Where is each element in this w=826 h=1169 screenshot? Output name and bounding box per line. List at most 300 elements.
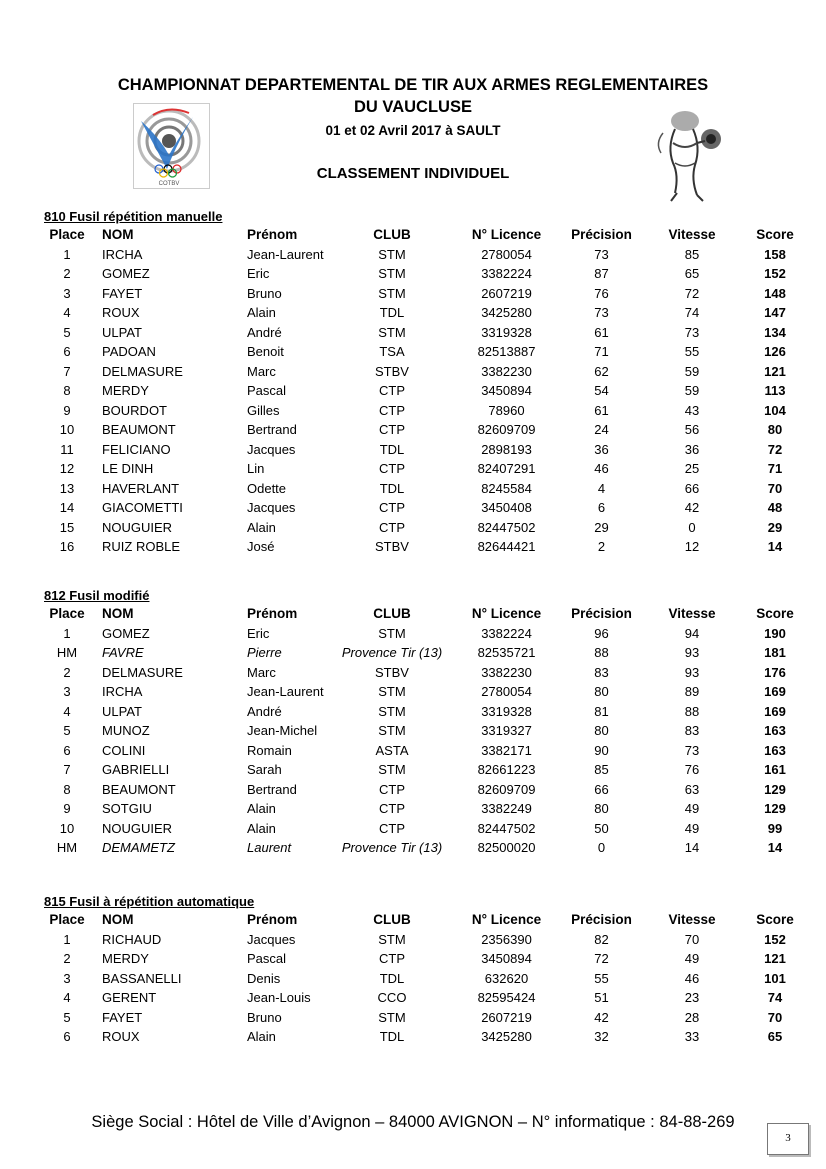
- cell-precision: 81: [594, 703, 609, 719]
- cell-precision: 80: [594, 723, 609, 738]
- header-licence: N° Licence: [471, 606, 542, 621]
- header-nom: NOM: [102, 912, 134, 927]
- cell-place: 4: [63, 703, 71, 719]
- cell-precision: 55: [594, 970, 609, 986]
- cell-club: STM: [378, 723, 406, 738]
- cell-licence: 82609709: [477, 422, 536, 437]
- cell-prenom: André: [247, 324, 282, 340]
- table-row: [44, 381, 804, 401]
- cell-licence: 8245584: [481, 480, 532, 496]
- cell-club: STM: [378, 266, 406, 281]
- table-row: [44, 401, 804, 421]
- cell-club: CTP: [379, 781, 405, 797]
- cell-licence: 3450894: [481, 951, 532, 966]
- cell-nom: DELMASURE: [102, 363, 183, 379]
- cell-score: 158: [764, 246, 786, 262]
- cell-prenom: Bertrand: [247, 422, 297, 437]
- cell-prenom: Pascal: [247, 951, 287, 966]
- cell-place: 11: [60, 441, 74, 457]
- cell-place: 2: [63, 266, 71, 281]
- cell-nom: GOMEZ: [102, 625, 150, 641]
- cell-place: 1: [63, 246, 71, 262]
- cell-nom: DELMASURE: [102, 664, 183, 680]
- cell-club: ASTA: [375, 742, 409, 758]
- cell-place: HM: [56, 840, 78, 855]
- cell-vitesse: 85: [684, 246, 700, 262]
- cell-licence: 3382171: [481, 742, 532, 758]
- table-row: [44, 284, 804, 304]
- cell-prenom: Marc: [247, 363, 276, 379]
- cell-prenom: Jacques: [247, 441, 296, 457]
- cell-licence: 632620: [484, 970, 529, 986]
- cell-precision: 71: [594, 344, 609, 359]
- cell-place: 3: [63, 970, 71, 986]
- cell-score: 190: [764, 625, 786, 641]
- cell-precision: 88: [594, 645, 609, 660]
- cell-place: 6: [63, 1029, 71, 1044]
- cell-score: 14: [767, 840, 783, 855]
- cell-precision: 83: [594, 664, 609, 680]
- header-club: CLUB: [373, 912, 411, 927]
- cell-score: 129: [764, 801, 786, 816]
- cell-licence: 2780054: [481, 684, 532, 699]
- cell-licence: 82500020: [477, 840, 536, 855]
- cell-precision: 96: [594, 625, 609, 641]
- cell-precision: 61: [594, 324, 609, 340]
- cell-score: 121: [764, 363, 786, 379]
- header-place: Place: [49, 606, 85, 621]
- header-prenom: Prénom: [247, 912, 298, 927]
- cell-club: CTP: [379, 500, 405, 515]
- table-row: [44, 342, 804, 362]
- table-row: [44, 362, 804, 382]
- cell-prenom: Laurent: [247, 840, 292, 855]
- cell-club: STBV: [375, 664, 409, 680]
- cell-prenom: José: [247, 539, 275, 554]
- header-score: Score: [756, 912, 794, 927]
- table-row: [44, 479, 804, 499]
- cell-place: 6: [63, 742, 71, 758]
- table-row: [44, 624, 804, 644]
- table-row: [44, 663, 804, 683]
- footer-address: Siège Social : Hôtel de Ville d’Avignon – 84000 AVIGNON – N° informatique : 84-88-269: [91, 1113, 735, 1131]
- table-header: [44, 604, 804, 624]
- cell-score: 152: [764, 931, 786, 947]
- cell-score: 70: [767, 480, 783, 496]
- cell-licence: 2780054: [481, 246, 532, 262]
- cell-prenom: Benoit: [247, 344, 284, 359]
- cell-club: TDL: [379, 1029, 405, 1044]
- cell-prenom: Bruno: [247, 285, 282, 301]
- cell-nom: HAVERLANT: [102, 480, 180, 496]
- cell-prenom: Pascal: [247, 383, 287, 398]
- cell-licence: 82513887: [477, 344, 536, 359]
- table-row: [44, 264, 804, 284]
- cell-club: CTP: [379, 820, 405, 836]
- cell-prenom: Romain: [247, 742, 292, 758]
- section-title: 815 Fusil à répétition automatique: [44, 894, 255, 909]
- cell-vitesse: 25: [684, 461, 700, 476]
- cell-nom: FAVRE: [102, 645, 144, 660]
- cell-licence: 3382230: [481, 363, 532, 379]
- table-row: [44, 741, 804, 761]
- cell-score: 176: [764, 664, 786, 680]
- cell-nom: GERENT: [102, 990, 157, 1005]
- header-precision: Précision: [571, 606, 632, 621]
- cell-place: 4: [63, 305, 71, 320]
- header-score: Score: [756, 227, 794, 242]
- cell-prenom: André: [247, 703, 282, 719]
- cell-place: 7: [63, 363, 71, 379]
- cell-prenom: Sarah: [247, 762, 282, 777]
- table-row: [44, 780, 804, 800]
- cell-vitesse: 56: [684, 422, 700, 437]
- cell-prenom: Jean-Laurent: [247, 246, 324, 262]
- cell-nom: ROUX: [102, 305, 140, 320]
- cell-prenom: Alain: [247, 820, 276, 836]
- cell-nom: GOMEZ: [102, 266, 150, 281]
- cell-licence: 3382249: [481, 801, 532, 816]
- header-licence: N° Licence: [471, 227, 542, 242]
- table-row: [44, 303, 804, 323]
- cell-place: 9: [63, 801, 71, 816]
- cell-score: 129: [764, 781, 786, 797]
- cell-score: 104: [764, 402, 786, 418]
- cell-licence: 3450894: [481, 383, 532, 398]
- cell-place: 6: [63, 344, 71, 359]
- cell-vitesse: 63: [684, 781, 700, 797]
- cell-nom: IRCHA: [102, 246, 143, 262]
- cell-licence: 82535721: [477, 645, 536, 660]
- cell-licence: 2356390: [481, 931, 532, 947]
- cell-nom: PADOAN: [102, 344, 156, 359]
- cell-licence: 3450408: [481, 500, 532, 515]
- cell-licence: 82661223: [477, 762, 536, 777]
- header-nom: NOM: [102, 606, 134, 621]
- header-prenom: Prénom: [247, 227, 298, 242]
- cell-precision: 73: [594, 305, 609, 320]
- cell-club: CTP: [379, 801, 405, 816]
- cell-licence: 3425280: [481, 305, 532, 320]
- cell-score: 161: [764, 762, 786, 777]
- cell-place: 16: [59, 539, 75, 554]
- cell-place: 7: [63, 762, 71, 777]
- cell-vitesse: 66: [684, 480, 700, 496]
- cell-score: 152: [764, 266, 786, 281]
- target-logo-icon: [133, 103, 210, 189]
- cell-vitesse: 43: [684, 402, 700, 418]
- table-row: [44, 682, 804, 702]
- header-precision: Précision: [571, 227, 632, 242]
- cell-precision: 50: [594, 820, 609, 836]
- cell-prenom: Alain: [247, 1029, 276, 1044]
- cell-licence: 3382230: [481, 664, 532, 680]
- cell-precision: 85: [594, 762, 609, 777]
- cell-place: 4: [63, 990, 71, 1005]
- cell-score: 74: [767, 990, 783, 1005]
- cell-vitesse: 65: [684, 266, 700, 281]
- cell-nom: DEMAMETZ: [102, 840, 175, 855]
- cell-score: 163: [764, 723, 786, 738]
- cell-score: 48: [767, 500, 783, 515]
- cell-precision: 36: [594, 441, 609, 457]
- cell-prenom: Denis: [247, 970, 281, 986]
- cell-nom: COLINI: [102, 742, 146, 758]
- cell-precision: 62: [594, 363, 609, 379]
- cell-nom: ROUX: [102, 1029, 140, 1044]
- cell-nom: BEAUMONT: [102, 422, 176, 437]
- table-row: [44, 498, 804, 518]
- cell-nom: MERDY: [102, 951, 149, 966]
- cell-nom: SOTGIU: [102, 801, 152, 816]
- table-row: [44, 969, 804, 989]
- cell-licence: 3319328: [481, 324, 532, 340]
- cell-score: 101: [764, 970, 786, 986]
- cell-licence: 82644421: [477, 539, 536, 554]
- cell-nom: BOURDOT: [102, 402, 167, 418]
- cell-prenom: Pierre: [247, 645, 282, 660]
- header-vitesse: Vitesse: [668, 606, 716, 621]
- cell-place: 13: [59, 480, 75, 496]
- cell-prenom: Jean-Michel: [247, 723, 318, 738]
- cell-nom: BASSANELLI: [102, 970, 182, 986]
- cell-place: HM: [56, 645, 78, 660]
- table-row: [44, 420, 804, 440]
- cell-licence: 3319328: [481, 703, 532, 719]
- cell-vitesse: 36: [684, 441, 700, 457]
- cell-place: 12: [59, 461, 75, 476]
- cell-prenom: Eric: [247, 625, 270, 641]
- cell-nom: LE DINH: [102, 461, 154, 476]
- cell-club: TDL: [379, 970, 405, 986]
- cell-club: CTP: [379, 383, 405, 398]
- cell-precision: 2: [597, 539, 606, 554]
- table-row: [44, 323, 804, 343]
- cell-vitesse: 88: [684, 703, 700, 719]
- cell-prenom: Jacques: [247, 500, 296, 515]
- cell-place: 5: [63, 324, 71, 340]
- cell-nom: NOUGUIER: [102, 519, 173, 535]
- cell-precision: 87: [594, 266, 609, 281]
- cell-vitesse: 14: [684, 840, 700, 855]
- document-date: 01 et 02 Avril 2017 à SAULT: [325, 123, 501, 138]
- cell-nom: MUNOZ: [102, 723, 150, 738]
- cell-club: STM: [378, 703, 406, 719]
- cell-precision: 54: [594, 383, 609, 398]
- cell-score: 71: [767, 461, 783, 476]
- cell-score: 169: [764, 684, 786, 699]
- cell-club: TDL: [379, 480, 405, 496]
- cell-score: 70: [767, 1009, 783, 1025]
- table-row: [44, 760, 804, 780]
- cell-prenom: Marc: [247, 664, 276, 680]
- cell-prenom: Alain: [247, 519, 276, 535]
- cell-club: CTP: [379, 951, 405, 966]
- cell-club: STM: [378, 931, 406, 947]
- cell-score: 134: [764, 324, 786, 340]
- cell-place: 1: [63, 931, 71, 947]
- header-vitesse: Vitesse: [668, 227, 716, 242]
- cell-prenom: Odette: [247, 480, 287, 496]
- table-row: [44, 459, 804, 479]
- cell-vitesse: 42: [684, 500, 700, 515]
- cell-precision: 82: [594, 931, 609, 947]
- header-prenom: Prénom: [247, 606, 298, 621]
- table-row: [44, 518, 804, 538]
- cell-precision: 51: [594, 990, 609, 1005]
- cell-prenom: Jean-Louis: [247, 990, 311, 1005]
- cell-club: STM: [378, 1009, 406, 1025]
- header-vitesse: Vitesse: [668, 912, 716, 927]
- cell-prenom: Alain: [247, 305, 276, 320]
- cell-club: STM: [378, 324, 406, 340]
- cell-score: 80: [767, 422, 783, 437]
- cell-club: CCO: [377, 990, 407, 1005]
- table-row: [44, 1008, 804, 1028]
- cell-club: CTP: [379, 519, 405, 535]
- cell-score: 72: [767, 441, 783, 457]
- cell-precision: 80: [594, 684, 609, 699]
- cell-precision: 32: [594, 1029, 609, 1044]
- cell-club: STBV: [375, 363, 409, 379]
- section-812: [44, 587, 804, 858]
- cell-vitesse: 0: [688, 519, 696, 535]
- header-club: CLUB: [373, 227, 411, 242]
- cell-score: 29: [767, 519, 783, 535]
- cell-nom: ULPAT: [102, 703, 142, 719]
- table-row: [44, 245, 804, 265]
- table-row: [44, 819, 804, 839]
- cell-nom: FAYET: [102, 285, 143, 301]
- cell-licence: 82609709: [477, 781, 536, 797]
- cell-vitesse: 73: [684, 324, 700, 340]
- document-title-line2: DU VAUCLUSE: [354, 98, 472, 116]
- document-title-line1: CHAMPIONNAT DEPARTEMENTAL DE TIR AUX ARMES REGLEMENTAIRES: [117, 76, 709, 94]
- table-row: [44, 838, 804, 858]
- cell-vitesse: 94: [684, 625, 700, 641]
- section-810: [44, 208, 804, 557]
- svg-text:COTBV: COTBV: [158, 181, 180, 187]
- section-title: 812 Fusil modifié: [44, 588, 150, 603]
- cell-score: 181: [764, 645, 786, 660]
- table-row: [44, 721, 804, 741]
- section-815: [44, 893, 804, 1047]
- cell-licence: 2607219: [481, 1009, 532, 1025]
- cell-score: 126: [764, 344, 786, 359]
- cell-precision: 80: [594, 801, 609, 816]
- cell-club: STM: [378, 246, 406, 262]
- header-nom: NOM: [102, 227, 134, 242]
- cell-vitesse: 33: [684, 1029, 700, 1044]
- cell-club: CTP: [379, 422, 405, 437]
- cell-vitesse: 46: [684, 970, 700, 986]
- cell-score: 169: [764, 703, 786, 719]
- table-row: [44, 949, 804, 969]
- cell-vitesse: 59: [684, 363, 700, 379]
- header-score: Score: [756, 606, 794, 621]
- cell-precision: 46: [594, 461, 609, 476]
- cell-nom: FAYET: [102, 1009, 143, 1025]
- cell-score: 14: [767, 539, 783, 554]
- cell-vitesse: 49: [684, 801, 700, 816]
- cell-precision: 29: [594, 519, 609, 535]
- cell-place: 5: [63, 1009, 71, 1025]
- cell-precision: 42: [594, 1009, 609, 1025]
- cell-club: Provence Tir (13): [341, 840, 443, 855]
- cell-precision: 61: [594, 402, 609, 418]
- cell-place: 14: [59, 500, 75, 515]
- cell-precision: 73: [594, 246, 609, 262]
- cell-licence: 3319327: [481, 723, 532, 738]
- cell-nom: RICHAUD: [102, 931, 162, 947]
- cell-licence: 2898193: [481, 441, 532, 457]
- cell-licence: 82447502: [477, 519, 536, 535]
- cell-place: 2: [63, 951, 71, 966]
- page-number: 3: [767, 1123, 809, 1155]
- cell-club: STM: [378, 762, 406, 777]
- cell-precision: 6: [597, 500, 606, 515]
- cell-score: 148: [764, 285, 786, 301]
- cell-place: 1: [63, 625, 71, 641]
- header-precision: Précision: [571, 912, 632, 927]
- cell-club: STM: [378, 625, 406, 641]
- cell-vitesse: 76: [684, 762, 700, 777]
- header-club: CLUB: [373, 606, 411, 621]
- cell-prenom: Bruno: [247, 1009, 282, 1025]
- cell-licence: 3382224: [481, 266, 532, 281]
- cell-club: TSA: [379, 344, 405, 359]
- cell-place: 8: [63, 383, 71, 398]
- cell-vitesse: 55: [684, 344, 700, 359]
- cell-precision: 4: [597, 480, 606, 496]
- cell-score: 99: [767, 820, 783, 836]
- cell-vitesse: 49: [684, 951, 700, 966]
- cell-prenom: Bertrand: [247, 781, 297, 797]
- table-row: [44, 440, 804, 460]
- cell-nom: GIACOMETTI: [102, 500, 183, 515]
- cell-place: 8: [63, 781, 71, 797]
- cell-prenom: Lin: [247, 461, 265, 476]
- cell-precision: 72: [594, 951, 609, 966]
- cell-nom: IRCHA: [102, 684, 143, 699]
- cell-place: 10: [59, 820, 75, 836]
- cell-vitesse: 93: [684, 664, 700, 680]
- cell-vitesse: 28: [684, 1009, 700, 1025]
- cell-prenom: Eric: [247, 266, 270, 281]
- table-row: [44, 1027, 804, 1047]
- cell-licence: 82447502: [477, 820, 536, 836]
- cell-prenom: Alain: [247, 801, 276, 816]
- cell-club: STBV: [375, 539, 409, 554]
- shooter-emblem: [645, 103, 730, 203]
- cell-licence: 3425280: [481, 1029, 532, 1044]
- cell-place: 10: [59, 422, 75, 437]
- cell-score: 113: [764, 383, 786, 398]
- header-place: Place: [49, 912, 85, 927]
- cell-precision: 66: [594, 781, 609, 797]
- cell-club: CTP: [379, 402, 405, 418]
- cell-vitesse: 74: [684, 305, 700, 320]
- table-header: [44, 910, 804, 930]
- table-row: [44, 930, 804, 950]
- table-row: [44, 988, 804, 1008]
- cell-club: TDL: [379, 441, 405, 457]
- cell-nom: GABRIELLI: [102, 762, 170, 777]
- cell-prenom: Jean-Laurent: [247, 684, 324, 699]
- cell-vitesse: 59: [684, 383, 700, 398]
- cell-licence: 82407291: [477, 461, 536, 476]
- table-row: [44, 799, 804, 819]
